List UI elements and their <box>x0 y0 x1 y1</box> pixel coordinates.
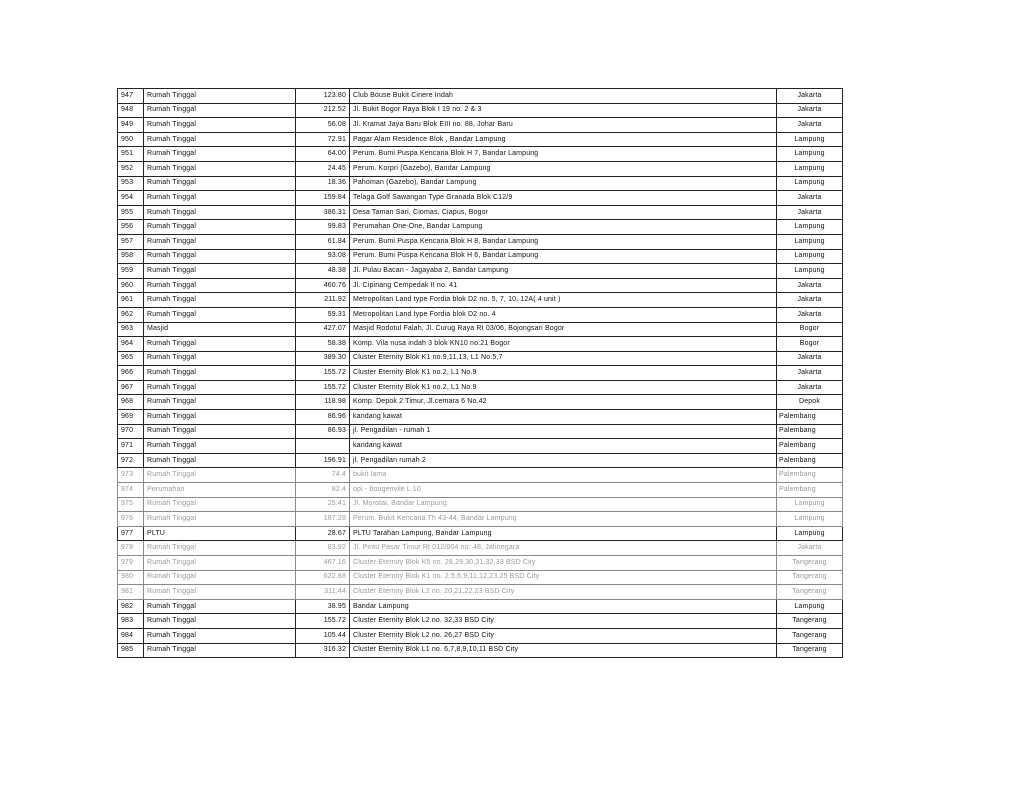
address-text: Perum. Bukit Kencana Th 43-44, Bandar Lampung <box>350 512 777 527</box>
city-name: Tangerang <box>777 556 843 571</box>
building-type: Rumah Tinggal <box>144 234 296 249</box>
address-text: Cluster Eternity Blok K1 no. 2,5,6,9,11,12,23,25 BSD City <box>350 570 777 585</box>
area-value: 99.83 <box>296 220 350 235</box>
row-number: 974 <box>118 483 144 498</box>
area-value: 427.07 <box>296 322 350 337</box>
row-number: 951 <box>118 147 144 162</box>
area-value: 56.08 <box>296 118 350 133</box>
city-name: Jakarta <box>777 541 843 556</box>
city-name: Lampung <box>777 220 843 235</box>
row-number: 985 <box>118 643 144 658</box>
table-row <box>118 410 843 425</box>
building-type: Rumah Tinggal <box>144 337 296 352</box>
row-number: 971 <box>118 439 144 454</box>
building-type: Rumah Tinggal <box>144 512 296 527</box>
address-text: kandang kawat <box>350 410 777 425</box>
city-name: Lampung <box>777 132 843 147</box>
address-text: Cluster Eternity Blok K1 no.9,11,13, L1 No.5,7 <box>350 351 777 366</box>
building-type: Rumah Tinggal <box>144 599 296 614</box>
city-name: Depok <box>777 395 843 410</box>
address-text: kandang kawat <box>350 439 777 454</box>
city-name: Palembang <box>777 468 843 483</box>
area-value: 83.92 <box>296 541 350 556</box>
area-value: 211.92 <box>296 293 350 308</box>
table-row <box>118 541 843 556</box>
address-text: Club Bouse Bukit Cinere Indah <box>350 89 777 104</box>
area-value: 61.84 <box>296 234 350 249</box>
table-row <box>118 643 843 658</box>
address-text: Perumahan One-One, Bandar Lampung <box>350 220 777 235</box>
area-value: 622.88 <box>296 570 350 585</box>
area-value: 467.16 <box>296 556 350 571</box>
area-value: 48.38 <box>296 264 350 279</box>
area-value: 316.32 <box>296 643 350 658</box>
row-number: 973 <box>118 468 144 483</box>
building-type: Rumah Tinggal <box>144 89 296 104</box>
row-number: 964 <box>118 337 144 352</box>
city-name: Lampung <box>777 599 843 614</box>
building-type: Rumah Tinggal <box>144 556 296 571</box>
address-text: Jl. Cipinang Cempedak II no. 41 <box>350 278 777 293</box>
address-text: Jl. Bukit Bogor Raya Blok I 19 no. 2 & 3 <box>350 103 777 118</box>
building-type: Rumah Tinggal <box>144 191 296 206</box>
row-number: 972 <box>118 453 144 468</box>
building-type: PLTU <box>144 526 296 541</box>
row-number: 958 <box>118 249 144 264</box>
area-value: 82.4 <box>296 483 350 498</box>
city-name: Tangerang <box>777 570 843 585</box>
city-name: Jakarta <box>777 89 843 104</box>
table-row <box>118 103 843 118</box>
address-text: Jl. Kramat Jaya Baru Blok EIII no. 88, Johar Baru <box>350 118 777 133</box>
address-text: Perum. Bumi Puspa Kencana Blok H 6, Bandar Lampung <box>350 249 777 264</box>
row-number: 963 <box>118 322 144 337</box>
address-text: PLTU Tarahan Lampung, Bandar Lampung <box>350 526 777 541</box>
table-row <box>118 599 843 614</box>
table-row <box>118 497 843 512</box>
row-number: 950 <box>118 132 144 147</box>
row-number: 959 <box>118 264 144 279</box>
building-type: Rumah Tinggal <box>144 118 296 133</box>
area-value: 155.72 <box>296 366 350 381</box>
address-text: Perum. Korpri (Gazebo), Bandar Lampung <box>350 161 777 176</box>
row-number: 980 <box>118 570 144 585</box>
row-number: 962 <box>118 307 144 322</box>
city-name: Palembang <box>777 439 843 454</box>
building-type: Rumah Tinggal <box>144 161 296 176</box>
building-type: Rumah Tinggal <box>144 570 296 585</box>
building-type: Rumah Tinggal <box>144 628 296 643</box>
city-name: Jakarta <box>777 307 843 322</box>
address-text: Perum. Bumi Puspa Kencana Blok H 8, Bandar Lampung <box>350 234 777 249</box>
address-text: Pahoman (Gazebo), Bandar Lampung <box>350 176 777 191</box>
row-number: 947 <box>118 89 144 104</box>
building-type: Rumah Tinggal <box>144 103 296 118</box>
row-number: 949 <box>118 118 144 133</box>
row-number: 967 <box>118 380 144 395</box>
table-row <box>118 439 843 454</box>
city-name: Jakarta <box>777 205 843 220</box>
area-value: 118.98 <box>296 395 350 410</box>
table-row <box>118 118 843 133</box>
city-name: Jakarta <box>777 380 843 395</box>
city-name: Jakarta <box>777 103 843 118</box>
table-row <box>118 220 843 235</box>
city-name: Lampung <box>777 512 843 527</box>
table-row <box>118 468 843 483</box>
address-text: Jl. Pulau Bacan - Jagayaba 2, Bandar Lampung <box>350 264 777 279</box>
area-value: 159.84 <box>296 191 350 206</box>
city-name: Palembang <box>777 424 843 439</box>
area-value: 86.93 <box>296 424 350 439</box>
table-row <box>118 205 843 220</box>
area-value: 386.31 <box>296 205 350 220</box>
address-text: jl. Pengadilan - rumah 1 <box>350 424 777 439</box>
row-number: 955 <box>118 205 144 220</box>
area-value: 64.00 <box>296 147 350 162</box>
address-text: Cluster Eternity Blok K5 no. 28,29,30,31,32,33 BSD City <box>350 556 777 571</box>
address-text: Cluster Eternity Blok L2 no. 20,21,22,23 BSD City <box>350 585 777 600</box>
table-row <box>118 570 843 585</box>
table-row <box>118 89 843 104</box>
city-name: Palembang <box>777 410 843 425</box>
table-row <box>118 351 843 366</box>
city-name: Jakarta <box>777 278 843 293</box>
address-text: Telaga Golf Sawangan Type Granada Blok C12/9 <box>350 191 777 206</box>
address-text: Komp. Depok 2 Timur, Jl.cemara 6 No.42 <box>350 395 777 410</box>
address-text: bukit lama <box>350 468 777 483</box>
area-value: 155.72 <box>296 614 350 629</box>
area-value: 86.96 <box>296 410 350 425</box>
area-value: 25.41 <box>296 497 350 512</box>
city-name: Jakarta <box>777 191 843 206</box>
city-name: Jakarta <box>777 366 843 381</box>
city-name: Lampung <box>777 264 843 279</box>
address-text: Bandar Lampung <box>350 599 777 614</box>
area-value: 105.44 <box>296 628 350 643</box>
row-number: 948 <box>118 103 144 118</box>
table-row <box>118 176 843 191</box>
row-number: 970 <box>118 424 144 439</box>
table-row <box>118 264 843 279</box>
table-row <box>118 293 843 308</box>
area-value: 389.30 <box>296 351 350 366</box>
row-number: 966 <box>118 366 144 381</box>
table-row <box>118 249 843 264</box>
row-number: 965 <box>118 351 144 366</box>
row-number: 979 <box>118 556 144 571</box>
city-name: Lampung <box>777 176 843 191</box>
building-type: Rumah Tinggal <box>144 249 296 264</box>
building-type: Rumah Tinggal <box>144 220 296 235</box>
city-name: Jakarta <box>777 293 843 308</box>
city-name: Jakarta <box>777 118 843 133</box>
building-type: Rumah Tinggal <box>144 614 296 629</box>
address-text: Metropolitan Land type Fordia blok D2 no. 5, 7, 10, 12A( 4 unit ) <box>350 293 777 308</box>
row-number: 956 <box>118 220 144 235</box>
building-type: Rumah Tinggal <box>144 132 296 147</box>
address-text: Pagar Alam Residence Blok , Bandar Lampung <box>350 132 777 147</box>
city-name: Jakarta <box>777 351 843 366</box>
building-type: Rumah Tinggal <box>144 395 296 410</box>
row-number: 953 <box>118 176 144 191</box>
row-number: 977 <box>118 526 144 541</box>
city-name: Bogor <box>777 337 843 352</box>
city-name: Lampung <box>777 526 843 541</box>
row-number: 976 <box>118 512 144 527</box>
table-row <box>118 395 843 410</box>
address-text: jl. Pengadilan rumah 2 <box>350 453 777 468</box>
building-type: Rumah Tinggal <box>144 497 296 512</box>
row-number: 982 <box>118 599 144 614</box>
address-text: Masjid Rodotul Falah, Jl. Curug Raya Rt 03/06, Bojongsari Bogor <box>350 322 777 337</box>
table-row <box>118 147 843 162</box>
address-text: Cluster Eternity Blok K1 no.2, L1 No.9 <box>350 380 777 395</box>
area-value: 196.91 <box>296 453 350 468</box>
building-type: Rumah Tinggal <box>144 205 296 220</box>
table-row <box>118 337 843 352</box>
city-name: Lampung <box>777 497 843 512</box>
area-value: 38.95 <box>296 599 350 614</box>
building-type: Rumah Tinggal <box>144 147 296 162</box>
table-row <box>118 191 843 206</box>
city-name: Tangerang <box>777 628 843 643</box>
building-type: Masjid <box>144 322 296 337</box>
area-value <box>296 439 350 454</box>
city-name: Palembang <box>777 453 843 468</box>
row-number: 969 <box>118 410 144 425</box>
city-name: Lampung <box>777 161 843 176</box>
table-row <box>118 234 843 249</box>
row-number: 975 <box>118 497 144 512</box>
address-text: Metropolitan Land type Fordia blok D2 no. 4 <box>350 307 777 322</box>
table-row <box>118 526 843 541</box>
table-row <box>118 380 843 395</box>
table-row <box>118 512 843 527</box>
row-number: 957 <box>118 234 144 249</box>
row-number: 952 <box>118 161 144 176</box>
table-row <box>118 556 843 571</box>
address-text: Jl. Pintu Pasar Timur Rt 012/004 no. 48, Jatinegara <box>350 541 777 556</box>
table-row <box>118 614 843 629</box>
area-value: 74.4 <box>296 468 350 483</box>
building-type: Rumah Tinggal <box>144 307 296 322</box>
table-row <box>118 424 843 439</box>
row-number: 983 <box>118 614 144 629</box>
table-row <box>118 132 843 147</box>
building-type: Rumah Tinggal <box>144 351 296 366</box>
city-name: Bogor <box>777 322 843 337</box>
table-row <box>118 483 843 498</box>
row-number: 981 <box>118 585 144 600</box>
row-number: 954 <box>118 191 144 206</box>
city-name: Lampung <box>777 147 843 162</box>
row-number: 984 <box>118 628 144 643</box>
address-text: Jl. Morotai, Bandar Lampung <box>350 497 777 512</box>
building-type: Rumah Tinggal <box>144 380 296 395</box>
building-type: Rumah Tinggal <box>144 293 296 308</box>
address-text: Perum. Bumi Puspa Kencana Blok H 7, Bandar Lampung <box>350 147 777 162</box>
area-value: 24.45 <box>296 161 350 176</box>
city-name: Tangerang <box>777 585 843 600</box>
city-name: Tangerang <box>777 614 843 629</box>
table-row <box>118 585 843 600</box>
area-value: 123.80 <box>296 89 350 104</box>
table-body <box>118 89 843 658</box>
area-value: 28.67 <box>296 526 350 541</box>
area-value: 59.31 <box>296 307 350 322</box>
building-type: Rumah Tinggal <box>144 468 296 483</box>
area-value: 72.91 <box>296 132 350 147</box>
table-row <box>118 628 843 643</box>
address-text: Cluster Eternity Blok K1 no.2, L1 No.9 <box>350 366 777 381</box>
row-number: 968 <box>118 395 144 410</box>
table-row <box>118 278 843 293</box>
row-number: 961 <box>118 293 144 308</box>
row-number: 978 <box>118 541 144 556</box>
building-type: Rumah Tinggal <box>144 410 296 425</box>
building-type: Rumah Tinggal <box>144 424 296 439</box>
area-value: 167.28 <box>296 512 350 527</box>
address-text: Cluster Eternity Blok L2 no. 32,33 BSD City <box>350 614 777 629</box>
address-text: Cluster Eternity Blok L2 no. 26,27 BSD City <box>350 628 777 643</box>
building-type: Rumah Tinggal <box>144 643 296 658</box>
area-value: 212.52 <box>296 103 350 118</box>
area-value: 155.72 <box>296 380 350 395</box>
building-type: Rumah Tinggal <box>144 453 296 468</box>
table-row <box>118 453 843 468</box>
table-row <box>118 322 843 337</box>
table-row <box>118 366 843 381</box>
area-value: 311.44 <box>296 585 350 600</box>
address-text: Cluster Eternity Blok L1 no. 6,7,8,9,10,11 BSD City <box>350 643 777 658</box>
address-text: Komp. Vila nusa indah 3 blok KN10 no.21 Bogor <box>350 337 777 352</box>
area-value: 460.76 <box>296 278 350 293</box>
city-name: Palembang <box>777 483 843 498</box>
building-type: Rumah Tinggal <box>144 278 296 293</box>
area-value: 58.38 <box>296 337 350 352</box>
building-type: Rumah Tinggal <box>144 439 296 454</box>
city-name: Lampung <box>777 234 843 249</box>
building-type: Rumah Tinggal <box>144 366 296 381</box>
area-value: 93.08 <box>296 249 350 264</box>
building-type: Rumah Tinggal <box>144 585 296 600</box>
city-name: Lampung <box>777 249 843 264</box>
building-type: Perumahan <box>144 483 296 498</box>
building-type: Rumah Tinggal <box>144 264 296 279</box>
area-value: 18.36 <box>296 176 350 191</box>
address-text: Desa Taman Sari, Ciomas, Ciapus, Bogor <box>350 205 777 220</box>
address-text: opi - bougenvile L 10 <box>350 483 777 498</box>
table-row <box>118 307 843 322</box>
building-type: Rumah Tinggal <box>144 541 296 556</box>
row-number: 960 <box>118 278 144 293</box>
city-name: Tangerang <box>777 643 843 658</box>
table-row <box>118 161 843 176</box>
project-table <box>117 88 843 658</box>
building-type: Rumah Tinggal <box>144 176 296 191</box>
